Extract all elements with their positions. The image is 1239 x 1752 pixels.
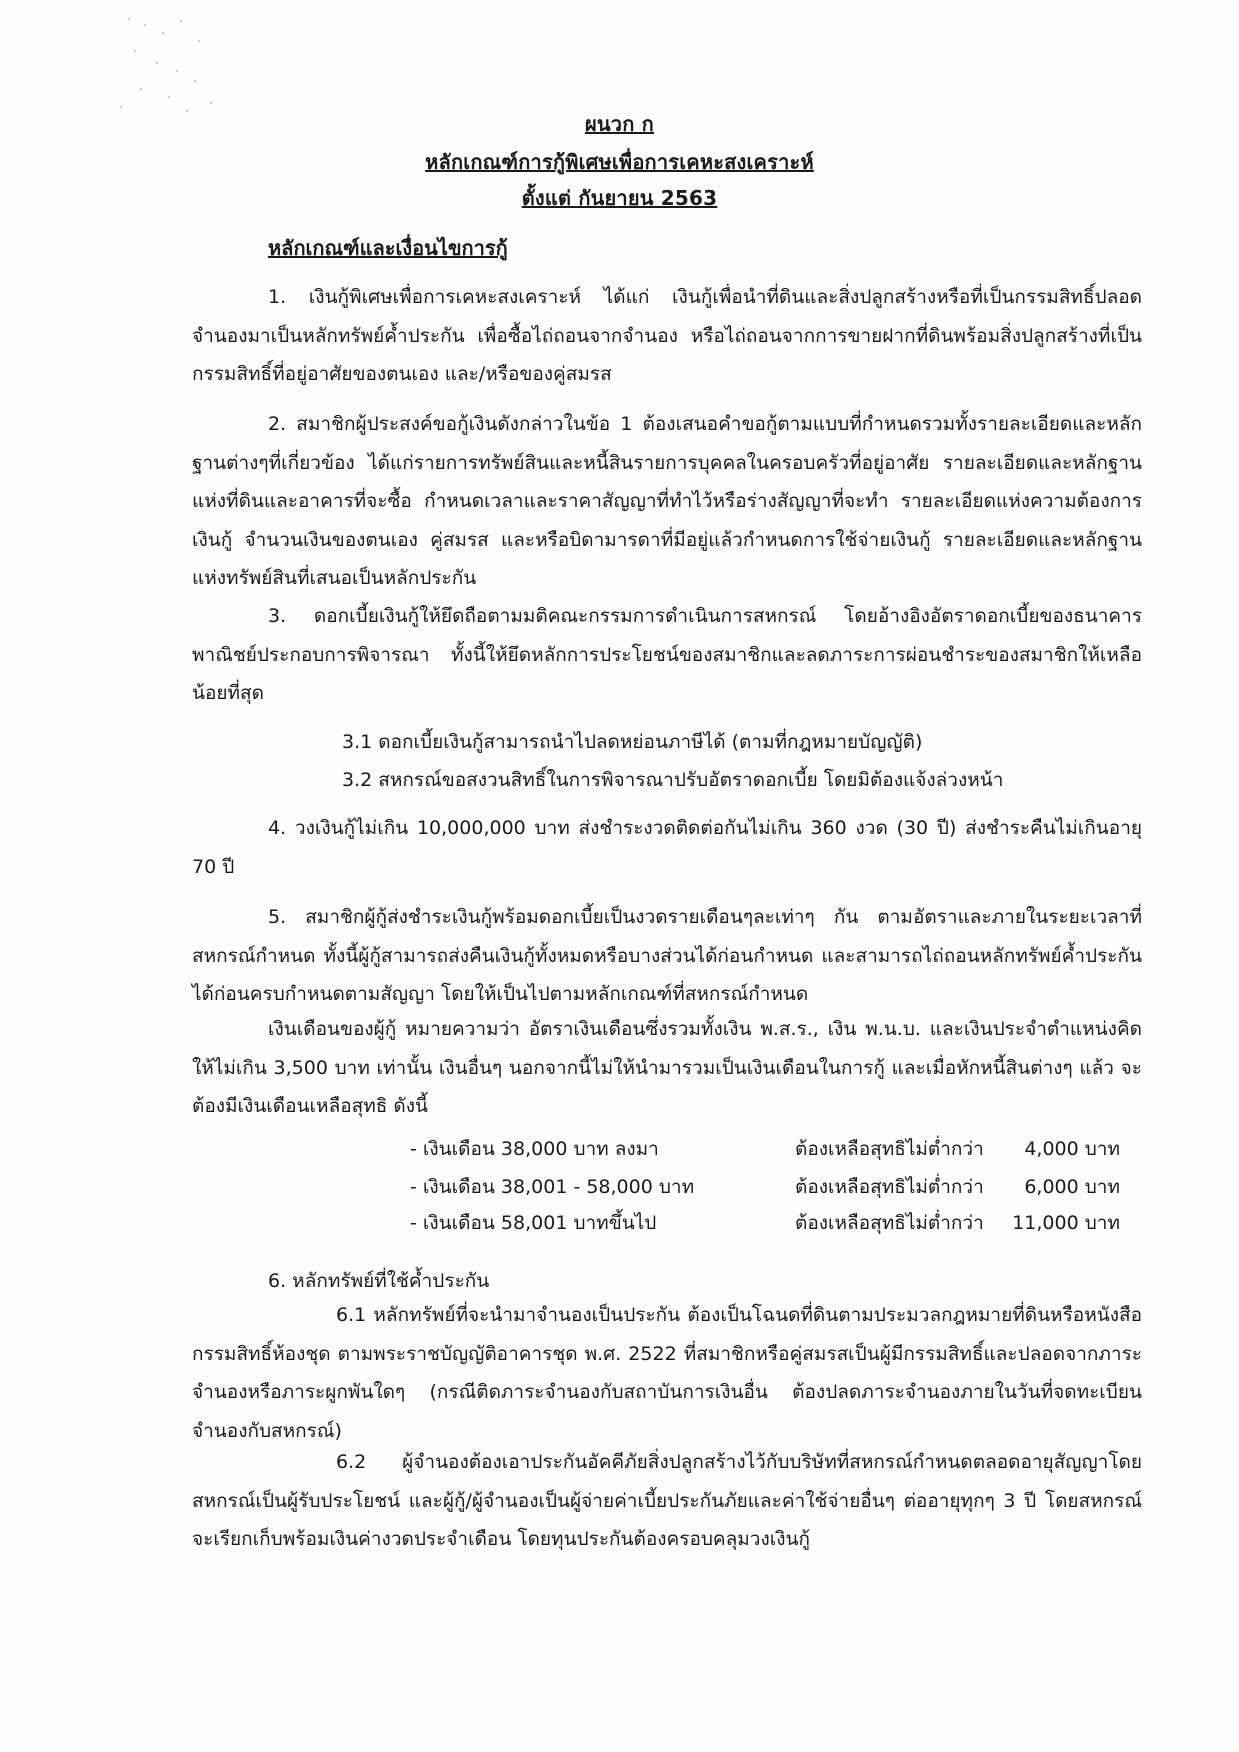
salary-range: - เงินเดือน 38,001 - 58,000 บาท <box>410 1176 695 1198</box>
annex-title: ผนวก ก <box>584 112 654 136</box>
paragraph-3-1: 3.1 ดอกเบี้ยเงินกู้สามารถนำไปลดหย่อนภาษีได้ (ตามที่กฎหมายบัญญัติ) <box>342 731 923 753</box>
section-heading: หลักเกณฑ์และเงื่อนไขการกู้ <box>268 236 508 260</box>
net-amount: 4,000 บาท <box>1024 1138 1120 1160</box>
net-requirement: ต้องเหลือสุทธิไม่ต่ำกว่า <box>795 1176 984 1198</box>
net-amount: 6,000 บาท <box>1024 1176 1120 1198</box>
paragraph-4: 4. วงเงินกู้ไม่เกิน 10,000,000 บาท ส่งชำระงวดติดต่อกันไม่เกิน 360 งวด (30 ปี) ส่งชำระคืนไม่เกินอายุ 70 ปี <box>192 817 1142 878</box>
net-requirement: ต้องเหลือสุทธิไม่ต่ำกว่า <box>795 1138 984 1160</box>
paragraph-2: 2. สมาชิกผู้ประสงค์ขอกู้เงินดังกล่าวในข้อ 1 ต้องเสนอคำขอกู้ตามแบบที่กำหนดรวมทั้งรายละเอียดและหลักฐานต่างๆที่เกี่ยวข้อง ได้แก่รายการทรัพย์สินและหนี้สินรายการบุคคลในครอบครัวที่อยู่อาศัย รายละเอียดและหลักฐานแห่งที่ดินและอาคารที่จะซื้อ กำหนดเวลาและราคาสัญญาที่ทำไว้หรือร่างสัญญาที่จะทำ รายละเอียดแห่งความต้องการเงินกู้ จำนวนเงินของตนเอง คู่สมรส และหรือบิดามารดาที่มีอยู่แล้วกำหนดการใช้จ่ายเงินกู้ รายละเอียดและหลักฐานแห่งทรัพย์สินที่เสนอเป็นหลักประกัน <box>192 413 1142 589</box>
document-title: หลักเกณฑ์การกู้พิเศษเพื่อการเคหะสงเคราะห์ <box>425 150 814 174</box>
salary-range: - เงินเดือน 58,001 บาทขึ้นไป <box>410 1212 657 1234</box>
effective-date: ตั้งแต่ กันยายน 2563 <box>521 186 718 210</box>
scan-noise <box>110 10 230 120</box>
salary-range: - เงินเดือน 38,000 บาท ลงมา <box>410 1138 659 1160</box>
paragraph-6-1: 6.1 หลักทรัพย์ที่จะนำมาจำนองเป็นประกัน ต้องเป็นโฉนดที่ดินตามประมวลกฎหมายที่ดินหรือหนังสือกรรมสิทธิ์ห้องชุด ตามพระราชบัญญัติอาคารชุด พ.ศ. 2522 ที่สมาชิกหรือคู่สมรสเป็นผู้มีกรรมสิทธิ์และปลอดจากภาระจำนองหรือภาระผูกพันใดๆ (กรณีติดภาระจำนองกับสถาบันการเงินอื่น ต้องปลดภาระจำนองภายในวันที่จดทะเบียนจำนองกับสหกรณ์) <box>192 1304 1142 1442</box>
salary-definition: เงินเดือนของผู้กู้ หมายความว่า อัตราเงินเดือนซึ่งรวมทั้งเงิน พ.ส.ร., เงิน พ.น.บ. และเงินประจำตำแหน่งคิดให้ไม่เกิน 3,500 บาท เท่านั้น เงินอื่นๆ นอกจากนี้ไม่ให้นำมารวมเป็นเงินเดือนในการกู้ และเมื่อหักหนี้สินต่างๆ แล้ว จะต้องมีเงินเดือนเหลือสุทธิ ดังนี้ <box>192 1018 1142 1117</box>
paragraph-1: 1. เงินกู้พิเศษเพื่อการเคหะสงเคราะห์ ได้แก่ เงินกู้เพื่อนำที่ดินและสิ่งปลูกสร้างหรือที่เป็นกรรมสิทธิ์ปลอดจำนองมาเป็นหลักทรัพย์ค้ำประกัน เพื่อซื้อไถ่ถอนจากจำนอง หรือไถ่ถอนจากการขายฝากที่ดินพร้อมสิ่งปลูกสร้างที่เป็นกรรมสิทธิ์ที่อยู่อาศัยของตนเอง และ/หรือของคู่สมรส <box>192 286 1142 385</box>
paragraph-5: 5. สมาชิกผู้กู้ส่งชำระเงินกู้พร้อมดอกเบี้ยเป็นงวดรายเดือนๆละเท่าๆ กัน ตามอัตราและภายในระยะเวลาที่สหกรณ์กำหนด ทั้งนี้ผู้กู้สามารถส่งคืนเงินกู้ทั้งหมดหรือบางส่วนได้ก่อนกำหนด และสามารถไถ่ถอนหลักทรัพย์ค้ำประกันได้ก่อนครบกำหนดตามสัญญา โดยให้เป็นไปตามหลักเกณฑ์ที่สหกรณ์กำหนด <box>192 906 1142 1005</box>
paragraph-3-2: 3.2 สหกรณ์ขอสงวนสิทธิ์ในการพิจารณาปรับอัตราดอกเบี้ย โดยมิต้องแจ้งล่วงหน้า <box>342 769 1004 791</box>
net-requirement: ต้องเหลือสุทธิไม่ต่ำกว่า <box>795 1212 984 1234</box>
net-amount: 11,000 บาท <box>1012 1212 1120 1234</box>
paragraph-3: 3. ดอกเบี้ยเงินกู้ให้ยึดถือตามมติคณะกรรมการดำเนินการสหกรณ์ โดยอ้างอิงอัตราดอกเบี้ยของธนาคารพาณิชย์ประกอบการพิจารณา ทั้งนี้ให้ยึดหลักการประโยชน์ของสมาชิกและลดภาระการผ่อนชำระของสมาชิกให้เหลือน้อยที่สุด <box>192 605 1142 704</box>
paragraph-6: 6. หลักทรัพย์ที่ใช้ค้ำประกัน <box>268 1270 490 1292</box>
paragraph-6-2: 6.2 ผู้จำนองต้องเอาประกันอัคคีภัยสิ่งปลูกสร้างไว้กับบริษัทที่สหกรณ์กำหนดตลอดอายุสัญญาโดยสหกรณ์เป็นผู้รับประโยชน์ และผู้กู้/ผู้จำนองเป็นผู้จ่ายค่าเบี้ยประกันภัยและค่าใช้จ่ายอื่นๆ ต่ออายุทุกๆ 3 ปี โดยสหกรณ์จะเรียกเก็บพร้อมเงินค่างวดประจำเดือน โดยทุนประกันต้องครอบคลุมวงเงินกู้ <box>192 1451 1142 1550</box>
